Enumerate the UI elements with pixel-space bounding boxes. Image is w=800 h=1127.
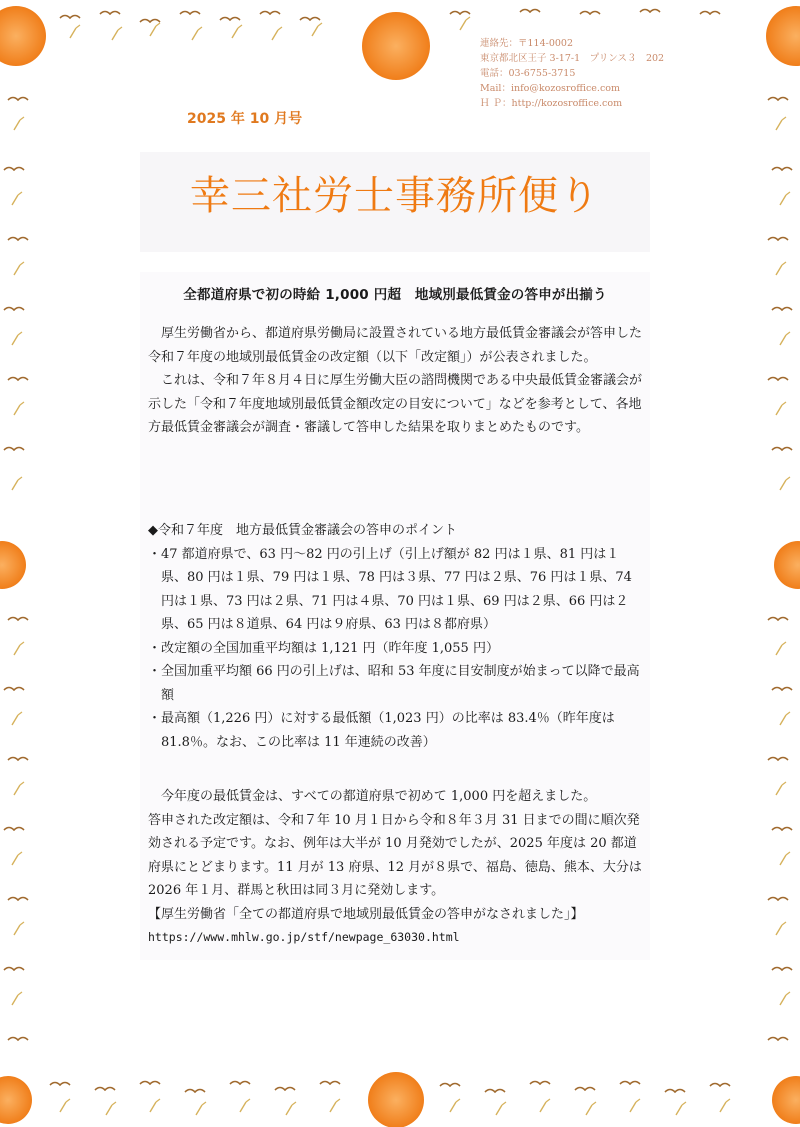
sun-icon	[0, 1076, 32, 1124]
bird-icon	[4, 98, 28, 1041]
sun-icon	[0, 541, 26, 589]
closing-section	[148, 785, 643, 950]
contact-mail: Mail：info@kozosroffice.com	[480, 83, 620, 94]
source-title: 【厚生労働省「全ての都道府県で地域別最低賃金の答申がなされました」】	[148, 906, 584, 922]
bird-icon	[50, 1082, 730, 1116]
contact-phone: 電話：03-6755-3715	[480, 68, 576, 79]
source-link[interactable]: https://www.mhlw.go.jp/stf/newpage_63030.html	[148, 930, 460, 944]
points-item: ・改定額の全国加重平均額は 1,121 円（昨年度 1,055 円）	[148, 640, 499, 656]
issue-date: 2025 年 10 月号	[187, 111, 303, 127]
intro-paragraph: これは、令和７年８月４日に厚生労働大臣の諮問機関である中央最低賃金審議会が示した「令和７年度地域別最低賃金額改定の目安について」などを参考として、各地方最低賃金審議会が調査・審議して答申した結果を取りまとめたものです。	[148, 373, 643, 435]
article-intro	[148, 322, 643, 440]
contact-label: 連絡先：〒114-0002	[480, 38, 574, 49]
points-section	[148, 519, 643, 754]
contact-block	[480, 36, 780, 111]
points-item: ・最高額（1,226 円）に対する最低額（1,023 円）の比率は 83.4％（昨年度は 81.8％。なお、この比率は 11 年連続の改善）	[148, 711, 615, 750]
sun-icon	[0, 6, 46, 66]
sun-icon	[774, 541, 800, 589]
sun-icon	[772, 1076, 800, 1124]
newsletter-title: 幸三社労士事務所便り	[190, 173, 600, 219]
closing-paragraph: 答申された改定額は、令和７年 10 月１日から令和８年３月 31 日までの間に順次発効される予定です。なお、例年は大半が 10 月発効でしたが、2025 年度は 20 都道府県にとどまります。11 月が 13 府県、12 月が８県で、福島、徳島、熊本、大分は 2026 年１月、群馬と秋田は同３月に発効します。	[148, 812, 642, 898]
article-headline: 全都道府県で初の時給 1,000 円超 地域別最低賃金の答申が出揃う	[183, 287, 607, 303]
points-item: ・47 都道府県で、63 円～82 円の引上げ（引上げ額が 82 円は１県、81 円は１県、80 円は１県、79 円は１県、78 円は３県、77 円は２県、76 円は１県、74 円は１県、73 円は２県、71 円は４県、70 円は１県、69 円は２県、66 円は２県、65 円は８道県、64 円は９府県、63 円は８都府県）	[148, 546, 632, 632]
intro-paragraph: 厚生労働省から、都道府県労働局に設置されている地方最低賃金審議会が答申した令和７年度の地域別最低賃金の改定額（以下「改定額」）が公表されました。	[148, 326, 643, 365]
sun-icon	[362, 12, 430, 80]
contact-address: 東京都北区王子 3-17-1 プリンス３ 202	[480, 53, 665, 64]
masthead-panel	[140, 152, 650, 252]
points-item: ・全国加重平均額 66 円の引上げは、昭和 53 年度に目安制度が始まって以降で最高額	[148, 664, 640, 703]
sun-icon	[368, 1072, 424, 1127]
contact-homepage: Ｈ Ｐ：http://kozosroffice.com	[480, 98, 623, 109]
points-heading: ◆令和７年度 地方最低賃金審議会の答申のポイント	[148, 523, 457, 538]
closing-paragraph: 今年度の最低賃金は、すべての都道府県で初めて 1,000 円を超えました。	[161, 789, 597, 804]
bird-icon	[768, 98, 792, 1041]
